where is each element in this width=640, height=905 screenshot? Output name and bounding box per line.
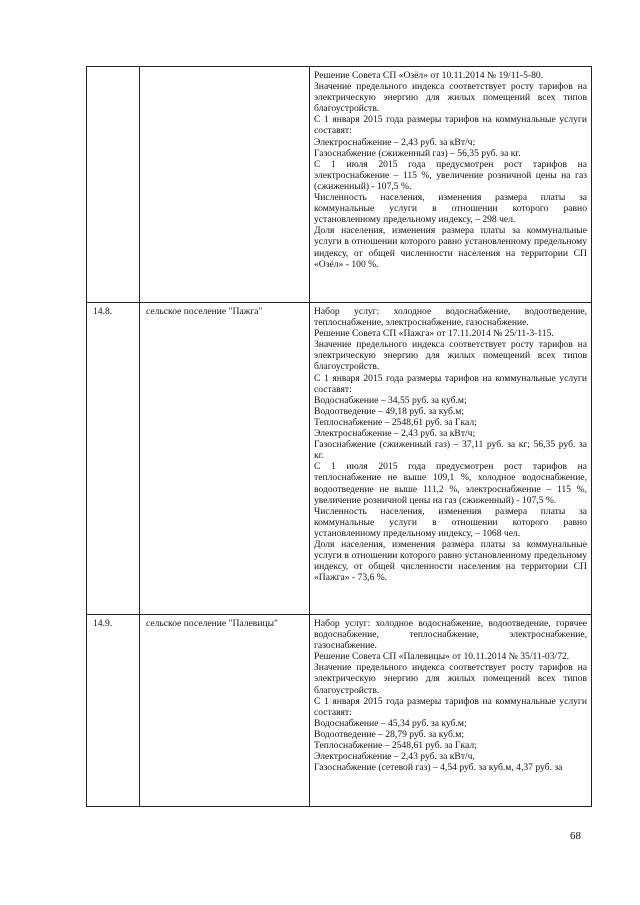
description-line: Численность населения, изменения размера платы за коммунальные услуги в отношении которого равно установленному предельному индексу, – 298 чел. [314,192,587,226]
settlement-name [140,67,310,303]
table-row [87,615,592,807]
description-line: Набор услуг: холодное водоснабжение, водоотведение, теплоснабжение, электроснабжение, газоснабжение. [314,306,587,329]
description-line: Электроснабжение – 2,43 руб. за кВт/ч, [314,751,475,763]
description-line: Теплоснабжение – 2548,61 руб. за Гкал; [314,416,477,428]
description-line: Решение Совета СП «Палевицы» от 10.11.2014 № 35/11-03/72. [314,651,570,663]
row-number [87,67,140,303]
description-cell [310,615,592,807]
description-line: Значение предельного индекса соответствует росту тарифов на электрическую энергию для жилых помещений всех типов благоустройств. [314,81,587,115]
row-number: 14.8. [87,303,140,615]
table-row [87,303,592,615]
description-line: Водоснабжение – 45,34 руб. за куб.м; [314,717,467,729]
description-line: Доля населения, изменения размера платы за коммунальные услуги в отношении которого равно установленному предельному индексу, от общей численности населения на территории СП «Озёл» - 100 %. [314,225,587,270]
description-line: Решение Совета СП «Озёл» от 10.11.2014 № 19/11-5-80. [314,70,544,81]
description-line: Газоснабжение (сетевой газ) – 4,54 руб. за куб.м, 4,37 руб. за [314,762,563,774]
description-line: С 1 января 2015 года размеры тарифов на коммунальные услуги составят: [314,114,587,137]
description-line: Численность населения, изменения размера платы за коммунальные услуги в отношении которого равно установленному предельному индексу, – 1068 чел. [314,505,587,539]
description-line: Водоотведение – 28,79 руб. за куб.м; [314,728,464,740]
description-line: Набор услуг: холодное водоснабжение, водоотведение, горячее водоснабжение, теплоснабжение, электроснабжение, газоснабжение. [314,618,587,652]
settlement-name: сельское поселение "Пажга" [140,303,310,615]
description-line: Газоснабжение (сжиженный газ) – 37,11 руб. за кг; 56,35 руб. за кг. [314,439,587,462]
description-line: С 1 января 2015 года размеры тарифов на коммунальные услуги составят: [314,695,587,718]
description-cell [310,303,592,615]
description-line: Доля населения, изменения размера платы за коммунальные услуги в отношении которого равно установленному предельному индексу, от общей численности населения на территории СП «Пажга» - 73,6 %. [314,538,587,584]
description-cell [310,67,592,303]
description-line: Газоснабжение (сжиженный газ) – 56,35 руб. за кг. [314,147,521,159]
row-number: 14.9. [87,615,140,807]
description-line: С 1 июля 2015 года предусмотрен рост тарифов на теплоснабжение не выше 109,1 %, холодное водоснабжение, водоотведение не выше 111,2 %, электроснабжение – 115 %, увеличение розничной цены на газ (сжиженный) - 107,5 %. [314,461,587,506]
description-line: Электроснабжение – 2,43 руб. за кВт/ч; [314,136,476,148]
page-number: 68 [570,830,581,842]
description-line: Теплоснабжение – 2548,61 руб. за Гкал; [314,740,477,752]
description-line: Значение предельного индекса соответствует росту тарифов на электрическую энергию для жилых помещений всех типов благоустройств. [314,662,587,696]
description-line: Водоотведение – 49,18 руб. за куб.м; [314,405,464,417]
description-line: С 1 июля 2015 года предусмотрен рост тарифов на электроснабжение – 115 %, увеличение розничной цены на газ (сжиженный) - 107,5 %. [314,158,587,192]
description-line: Решение Совета СП «Пажга» от 17.11.2014 № 25/11-3-115. [314,328,554,340]
settlement-name: сельское поселение "Палевицы" [140,615,310,807]
table-row [87,67,592,303]
tariff-table [86,66,592,807]
description-line: Электроснабжение – 2,43 руб. за кВт/ч; [314,428,476,440]
description-line: Значение предельного индекса соответствует росту тарифов на электрическую энергию для жилых помещений всех типов благоустройств. [314,339,587,373]
description-line: С 1 января 2015 года размеры тарифов на коммунальные услуги составят: [314,372,587,395]
description-line: Водоснабжение – 34,55 руб. за куб.м; [314,394,467,406]
